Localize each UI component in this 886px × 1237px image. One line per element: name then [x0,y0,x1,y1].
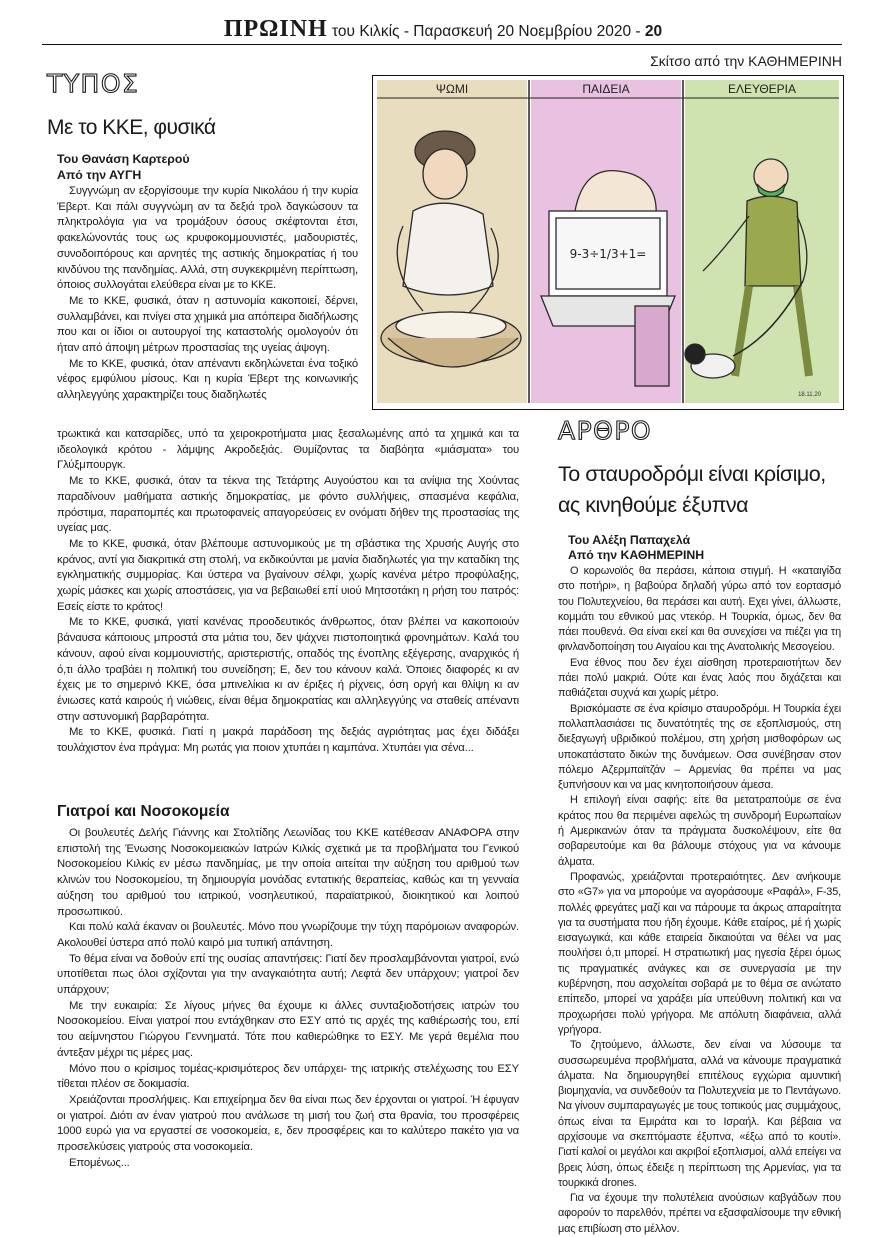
paragraph: Χρειάζονται προσλήψεις. Και επιχείρημα δεν θα είναι πως δεν έρχονται οι γιατροί. Ή έφυγαν οι γιατροί. Διότι αν έναν γιατρού που ανάλωσε τη μισή του ζωή στα θρανία, του προσφέρεις 1000 ευρώ για να εργαστεί σε νοσοκομεία, ε, δεν προσφέρεις και το καλύτερο πακέτο για να προσελκύσεις γιατρούς στα νοσοκομεία. [57,1093,519,1154]
panel-label-freedom: ΕΛΕΥΘΕΡΙΑ [727,82,797,96]
masthead-date: του Κιλκίς - Παρασκευή 20 Νοεμβρίου 2020 - [327,23,645,40]
paragraph: Συγγνώμη αν εξοργίσουμε την κυρία Νικολάου ή την κυρία Έβερτ. Και πάλι συγγνώμη αν τα δεξιά τρολ δαγκώσουν τα πληκτρολόγια για να τρομάξουν όσους σκέφτονται έτσι, φακελώνοντάς τους ως κρυφοκομμουνιστές, μαδουριστές, συνοδοιπόρους και αρνητές της αστικής δημοκρατίας ή του κινδύνου της πανδημίας. Αλλά, στη συγκεκριμένη περίπτωση, όποιος συλλογάται ελεύθερα είναι με το ΚΚΕ. [57,185,358,292]
byline-author: Του Αλέξη Παπαχελά [568,533,691,547]
cartoon-caption: Σκίτσο από την ΚΑΘΗΜΕΡΙΝΗ [650,53,842,69]
cartoon-svg [373,76,843,409]
page-number: 20 [644,23,663,40]
article-doctors-body [57,826,519,1171]
paragraph: Βρισκόμαστε σε ένα κρίσιμο σταυροδρόμι. Η Τουρκία έχει πολλαπλασιάσει τις δυνατότητές της σε εξοπλισμούς, στη διεξαγωγή υβριδικού πολέμου, στη χρήση μισθοφόρων ως υποκατάστατο δικών της δυνάμεων. Οσα συνέβησαν στον πόλεμο Αζερμπαϊτζάν – Αρμενίας θα πρέπει να μας ξυπνήσουν και να μας κινητοποιήσουν άμεσα. [558,702,841,792]
section-heading-arthro: ΑΡΘΡΟ [558,416,653,445]
paragraph: Με το ΚΚΕ, φυσικά. Γιατί η μακρά παράδοση της δεξιάς αγριότητας μας έχει διδάξει τουλάχιστον ένα πράγμα: Μη ρωτάς για ποιον χτυπάει η καμπάνα. Χτυπάει για σένα... [57,726,519,755]
laptop-equation: 9-3÷1/3+1= [569,247,647,261]
paragraph: Με το ΚΚΕ, φυσικά, όταν βλέπουμε αστυνομικούς με τη σβάστικα της Χρυσής Αυγής στο κράνος, αντί για διακριτικά στη στολή, να εκδικούνται με μανία διαδηλωτές για την καταδίκη της εγκληματικής συμμορίας. Και ύστερα να βγαίνουν σέλφι, χωρίς κανένα μέτρο προφύλαξης, χωρίς μάσκες και χωρίς αποστάσεις, για να βεβαιωθεί επί υιού Μητσοτάκη η ρήση του πατρός: Εσείς είστε το κράτος! [57,537,519,613]
article-crossroads-body [558,564,841,1237]
paragraph: Η επιλογή είναι σαφής: είτε θα μετατραπούμε σε ένα κράτος που θα περιμένει αφελώς τη συνδρομή Ευρωπαίων ή Αμερικανών όταν τα πράγματα δυσκολέψουν, είτε θα σοβαρευτούμε και θα βάλουμε στόχους για να κάνουμε άλματα. [558,794,841,868]
paragraph: τρωκτικά και κατσαρίδες, υπό τα χειροκροτήματα μιας ξεσαλωμένης από τα χημικά και τα ιδεολογικά κρότου - λάμψης Ακροδεξιάς. Θυμίζοντας τα διαβόητα «μιάσματα» του Γλύξμπουργκ. [57,428,519,472]
paragraph: Οι βουλευτές Δελής Γιάννης και Στολτίδης Λεωνίδας του ΚΚΕ κατέθεσαν ΑΝΑΦΟΡΑ στην επιστολή της Ένωσης Νοσοκομειακών Ιατρών Κιλκίς σχετικά με τα προβλήματα του Γενικού Νοσοκομείου Κιλκίς εν μέσω πανδημίας, με την οποία αιτείται την αύξηση του αριθμού των κλινών του Νοσοκομείου, τη δημιουργία μονάδας εντατικής θεραπείας, καθώς και τη γενναία αύξηση του αριθμού του ιατρικού, νοσηλευτικού, παραϊατρικού, διοικητικού και λοιπού προσωπικού. [57,827,519,918]
newspaper-brand: ΠΡΩΙΝΗ [223,16,328,42]
article-title-kke: Με το ΚΚΕ, φυσικά [47,116,216,139]
paragraph: Με το ΚΚΕ, φυσικά, όταν τα τέκνα της Τετάρτης Αυγούστου και τα ανίψια της Χούντας παραδίνουν μαθήματα αστικής δημοκρατίας, με φόντο συλλήψεις, σπασμένα κεφάλια, πρόστιμα, παραπομπές και πρωτοφανείς απαγορεύσεις εν ονόματι δήθεν της προστασίας της υγείας μας. [57,475,519,535]
cartoon-illustration [372,75,844,410]
cartoon-date: 18.11.20 [798,392,821,398]
paragraph: Μόνο που ο κρίσιμος τομέας-κρισιμότερος δεν υπάρχει- της ιατρικής στελέχωσης του ΕΣΥ τίθεται πλέον σε δοκιμασία. [57,1062,519,1091]
panel-label-education: ΠΑΙΔΕΙΑ [582,82,630,96]
article-kke-body-narrow [57,184,358,404]
byline-source: Από την ΑΥΓΗ [57,168,142,182]
byline-author: Του Θανάση Καρτερού [57,152,190,166]
byline-source: Από την ΚΑΘΗΜΕΡΙΝΗ [568,548,705,562]
header-rule [42,44,842,45]
paragraph: Το ζητούμενο, άλλωστε, δεν είναι να λύσουμε τα συσσωρευμένα προβλήματα, αλλά να κάνουμε πραγματικά άλματα. Να δημιουργηθεί επιτέλους εγχώρια αμυντική βιομηχανία, να συνδεθούν τα Πολυτεχνεία με το Πεντάγωνο. Να γίνουν συμπαραγωγές με τους τοπικούς μας συμμάχους, όπως είναι τα Εμιράτα και το Ισραήλ. Και βέβαια να αρχίσουμε να σκεπτόμαστε έξυπνα, «έξω από το κουτί». Γιατί καλοί οι μεγάλοι και ακριβοί εξοπλισμοί, αλλά επείγει να βρεις λύση, όπως έδειξε η περίπτωση της Αρμενίας, για τα τουρκικά drones. [558,1039,841,1189]
paragraph: Ο κορωνοϊός θα περάσει, κάποια στιγμή. Η «καταιγίδα στο ποτήρι», η βαβούρα δηλαδή γύρω από τον εορτασμό του Πολυτεχνείου, θα περάσει και αυτή. Εχει γίνει, άλλωστε, κομμάτι του εθνικού μας ντεκόρ. Η Τουρκία, όμως, δεν θα πάει πουθενά. Θα είναι εκεί και θα συνεχίσει να πιέζει για τη φινλανδοποίηση του Αιγαίου και της Ανατολικής Μεσογείου. [558,565,841,654]
paragraph: Για να έχουμε την πολυτέλεια ανούσιων καβγάδων που αφορούν το παρελθόν, πρέπει να εξασφαλίσουμε την εθνική μας επιβίωση στο μέλλον. [558,1192,841,1235]
article-title-crossroads-line1: Το σταυροδρόμι είναι κρίσιμο, [558,462,826,486]
article-kke-body-wide [57,427,519,757]
section-heading-typos: ΤΥΠΟΣ [47,69,140,98]
paragraph: Και πολύ καλά έκαναν οι βουλευτές. Μόνο που γνωρίζουμε την τύχη παρόμοιων αναφορών. Ακολουθεί ύστερα από πολύ καιρό μια τυπική απάντηση. [57,921,519,949]
paragraph: Επομένως... [69,1156,130,1169]
paragraph: Προφανώς, χρειάζονται προτεραιότητες. Δεν ανήκουμε στο «G7» για να μπορούμε να αγοράσουμε «Ραφάλ», F-35, πολλές φρεγάτες μαζί και να πάρουμε τα άκρως απαραίτητα για τα συστήματα που ήδη έχουμε. Κάθε εταίρος, μέ ή χωρίς εισαγωγικά, και κάθε εταιρεία δικαιούται να θέλει να μας πουλήσει ό,τι μπορεί. Η στρατιωτική μας ηγεσία ξέρει όμως τις πραγματικές ανάγκες και σε συνεργασία με την κυβέρνηση, που ασχολείται σοβαρά με το θέμα σε ανώτατο επίπεδο, μπορεί να χαράξει μία υπεύθυνη πολιτική και να προχωρήσει πολύ γρήγορα. Με απόλυτη διαφάνεια, αλλά γρήγορα. [558,870,841,1036]
paragraph: Με την ευκαιρία: Σε λίγους μήνες θα έχουμε κι άλλες συνταξιοδοτήσεις ιατρών του Νοσοκομείου. Είναι γιατροί που εντάχθηκαν στο ΕΣΥ από τις αρχές της καθιέρωσής του, επί του αείμνηστου Γιώργου Γεννηματά. Τότε που καθιερώθηκε το ΕΣΥ. Με γερά θεμέλια που άντεξαν μέχρι τις μέρες μας. [57,999,519,1059]
panel-label-bread: ΨΩΜΙ [435,82,469,96]
article-title-crossroads-line2: ας κινηθούμε έξυπνα [558,493,749,517]
article-title-doctors: Γιατροί και Νοσοκομεία [57,803,230,820]
paragraph: Με το ΚΚΕ, φυσικά, γιατί κανένας προοδευτικός άνθρωπος, όταν βλέπει να κακοποιούν βάναυσα κάποιους μπροστά στα μάτια του, δεν ψάχνει πιστοποιητικά φρονημάτων. Καλά του κάνουν, αφού είναι κομμουνιστής, αριστεριστής, οπαδός της ένοπλης εξέγερσης, αναρχικός ή ό,τι άλλο τραβάει η πολιτική του συνείδηση; Ε, δεν του κάνουν καλά. Όποιες διαφορές κι αν έχεις με το σημερινό ΚΚΕ, όσα μπινελίκια κι αν έριξες ή ρίχνεις, όση οργή και θλίψη κι αν ένιωσες κατά καιρούς ή νιώθεις, είναι θέμα δημοκρατίας και αλληλεγγύης να σταθείς απέναντι στην αστυνομική βαρβαρότητα. [57,616,519,723]
masthead [0,18,886,43]
paragraph: Με το ΚΚΕ, φυσικά, όταν απέναντι εκδηλώνεται ένα τοξικό νέφος εμφύλιου μίσους. Και η κυρία Έβερτ της κοινωνικής αλληλεγγύης χαρακτηρίζει τους διαδηλωτές [57,357,358,402]
paragraph: Με το ΚΚΕ, φυσικά, όταν η αστυνομία κακοποιεί, δέρνει, συλλαμβάνει, και πνίγει στα χημικά μια απόπειρα διαδήλωσης που και οι ίδιοι οι αυτουργοί της καταστολής ομολογούν ότι ήταν από άποψη μέτρων προστασίας της υγείας άψογη. [57,294,358,355]
paragraph: Ενα έθνος που δεν έχει αίσθηση προτεραιοτήτων δεν πάει πολύ μακριά. Ούτε και ένας λαός που διχάζεται και παθιάζεται συχνά και χωρίς μέτρο. [558,656,841,700]
paragraph: Το θέμα είναι να δοθούν επί της ουσίας απαντήσεις: Γιατί δεν προσλαμβάνονται γιατροί, ενώ υποτίθεται πως όλοι σχίζονται για την αναγκαιότητα αυτή; Λεφτά δεν υπάρχουν; γιατροί δεν υπάρχουν; [57,952,519,997]
